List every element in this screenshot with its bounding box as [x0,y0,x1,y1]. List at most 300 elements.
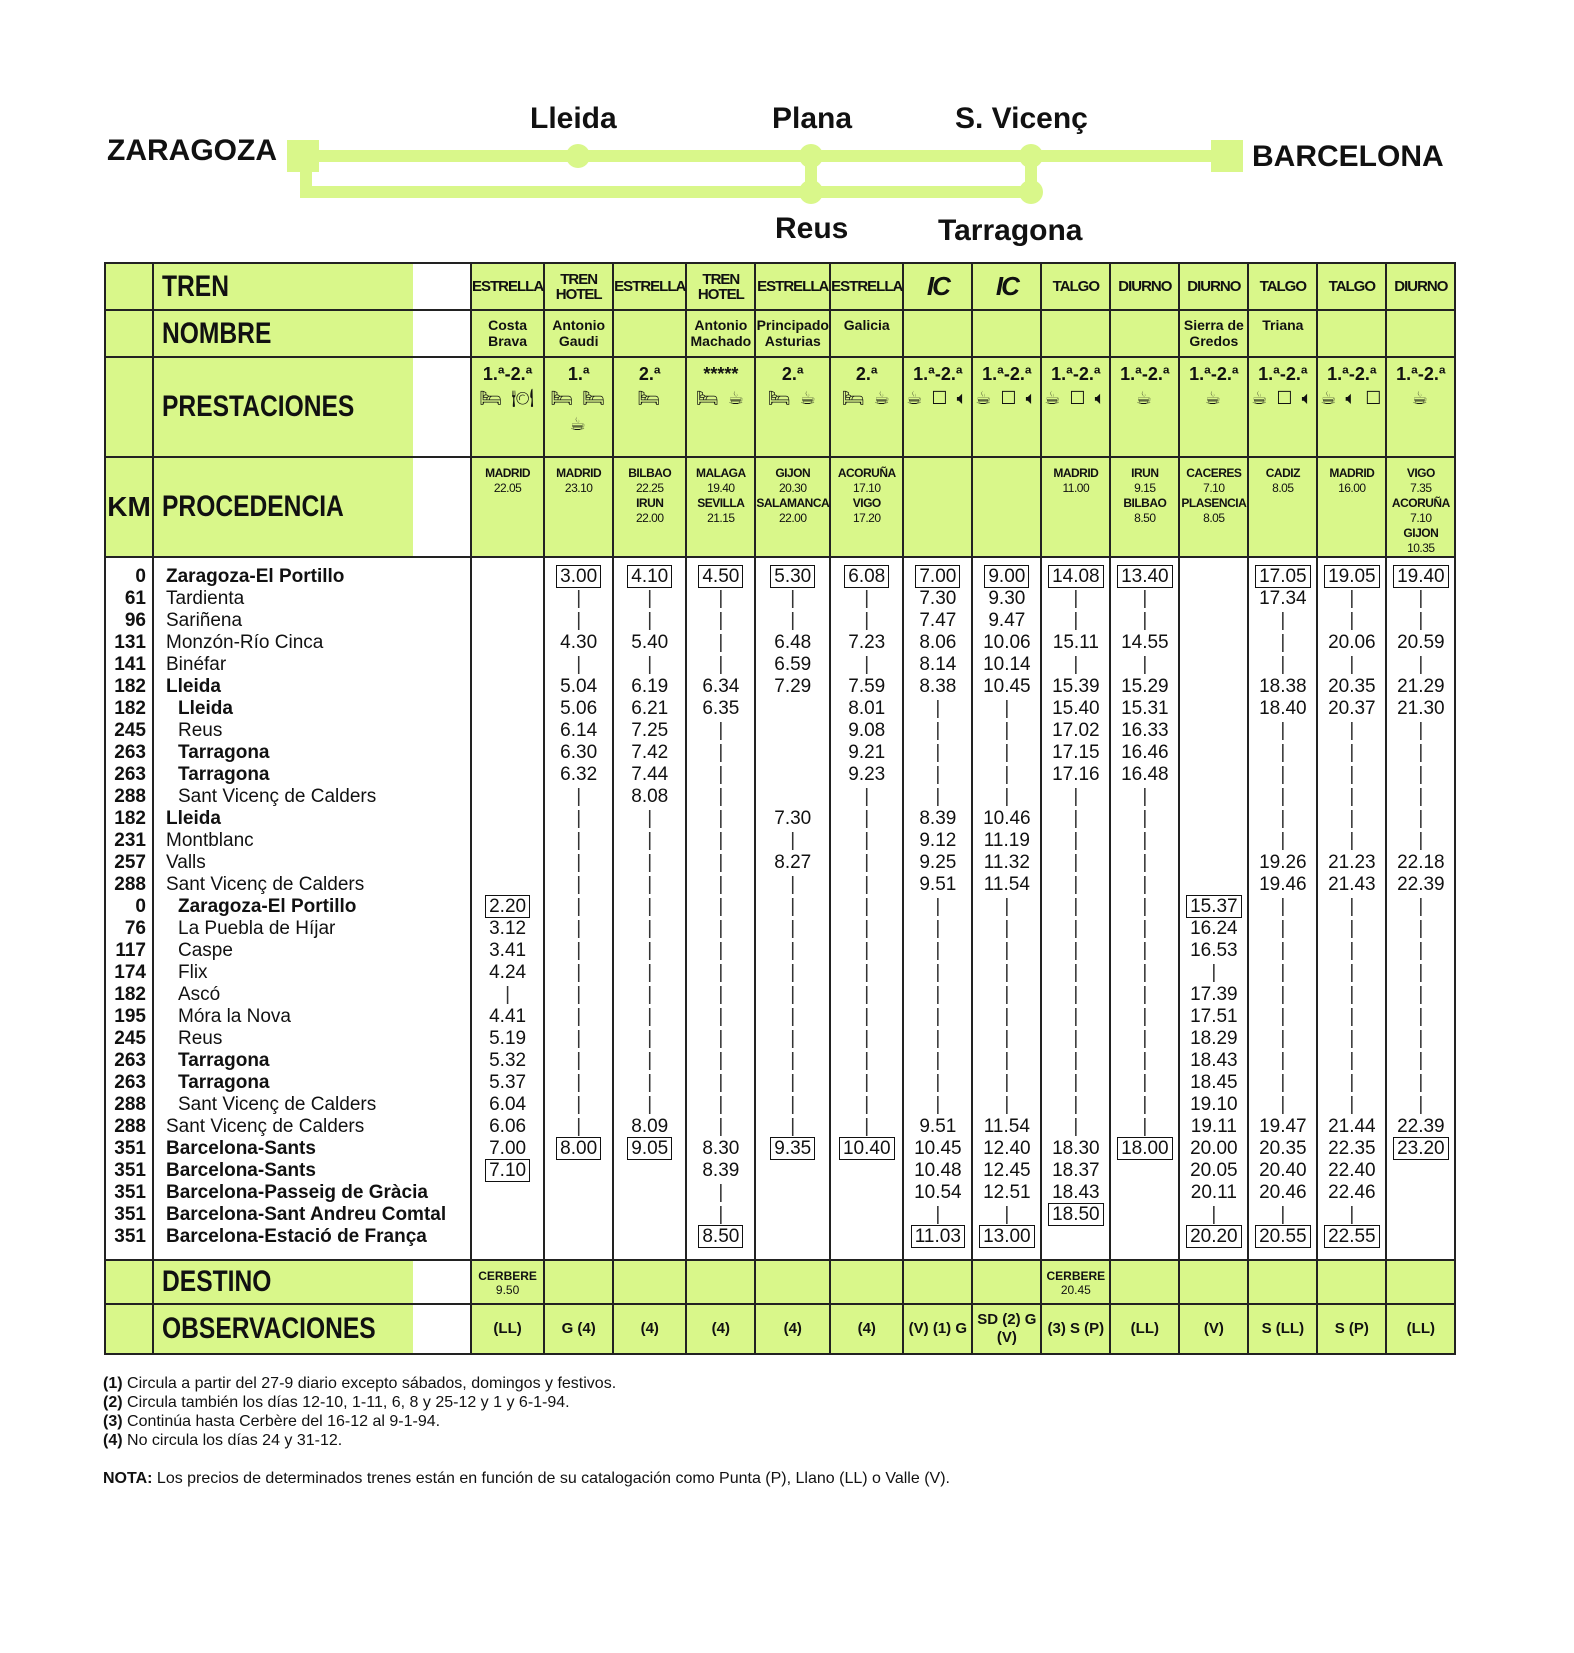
time-cell: | [790,1072,796,1093]
nota-text: Los precios de determinados trenes están en función de su catalogación como Punta (P), Llano (LL) o Valle (V). [152,1470,950,1487]
train-services [1041,357,1110,457]
time-cell: | [1280,1094,1286,1115]
time-cell: | [718,874,724,895]
train-name [972,310,1041,357]
time-cell: | [1004,786,1010,807]
station-name: Sariñena [166,610,243,631]
station-km: 257 [114,852,146,873]
time-cell: | [864,918,870,939]
station-km: 182 [114,984,146,1005]
station-km: 351 [114,1226,146,1247]
time-cell: 20.37 [1328,698,1376,719]
train-destination [613,1260,686,1304]
time-cell: | [647,1094,653,1115]
stop-tarragona: Tarragona [938,214,1083,247]
time-cell [545,1182,612,1204]
time-cell: | [1073,808,1079,829]
time-cell: | [718,610,724,631]
time-cell: 14.08 [1042,566,1109,588]
time-cell: | [1142,1094,1148,1115]
station-name: Barcelona-Sants [166,1138,316,1159]
train-destination [1317,1260,1386,1304]
time-cell [472,1182,543,1204]
time-cell: | [790,1050,796,1071]
time-cell: 16.33 [1121,720,1169,741]
time-cell: 6.08 [831,566,902,588]
time-cell: | [1280,786,1286,807]
station-km: 351 [114,1204,146,1225]
train-observations: (LL) [1110,1304,1179,1354]
route-shape [799,144,823,168]
train-times [830,557,903,1260]
row-nombre [105,310,1455,357]
time-cell: | [1418,962,1424,983]
time-cell: | [647,918,653,939]
service-icons: ☕︎ ☐ 🔈︎ [975,388,1039,408]
train-destination [972,1260,1041,1304]
train-name: Costa Brava [471,310,544,357]
train-type: DIURNO [1386,263,1455,310]
time-cell: | [1280,918,1286,939]
time-cell [1180,852,1247,874]
time-cell [472,786,543,808]
service-icons: 🛏︎ 🛏︎ ☕︎ [550,388,608,434]
time-cell: | [647,896,653,917]
time-cell [472,632,543,654]
time-cell: | [790,874,796,895]
time-cell: | [1349,940,1355,961]
train-origin: MADRID 11.00 [1041,457,1110,557]
time-cell: | [1142,896,1148,917]
time-cell: | [935,1204,941,1225]
time-cell: | [1280,1006,1286,1027]
time-cell: | [935,962,941,983]
train-name [1041,310,1110,357]
time-cell: | [647,984,653,1005]
time-cell: 8.27 [774,852,812,873]
time-cell: 18.40 [1259,698,1307,719]
train-times [1110,557,1179,1260]
time-cell [472,742,543,764]
train-destination [755,1260,830,1304]
row-destino [105,1260,1455,1304]
time-cell [472,852,543,874]
time-cell [756,1204,829,1226]
train-class: ***** [703,364,739,384]
time-cell: | [935,1050,941,1071]
time-cell: | [1004,984,1010,1005]
time-cell: | [1418,940,1424,961]
time-cell: 12.40 [983,1138,1031,1159]
time-cell [614,1226,685,1248]
train-type: TALGO [1248,263,1317,310]
time-cell: 8.01 [848,698,886,719]
time-cell: | [718,786,724,807]
time-cell: | [1418,764,1424,785]
train-times [544,557,613,1260]
train-class: 1.ª-2.ª [1189,364,1239,384]
time-cell [1111,1226,1178,1248]
time-cell: | [1004,1028,1010,1049]
time-cell: 8.50 [687,1226,754,1248]
time-cell: 17.34 [1259,588,1307,609]
time-cell: 6.35 [702,698,740,719]
time-cell: | [790,588,796,609]
time-cell [1180,720,1247,742]
time-cell: 20.35 [1328,676,1376,697]
train-services [755,357,830,457]
train-class: 1.ª-2.ª [1327,364,1377,384]
train-class: 1.ª-2.ª [1258,364,1308,384]
time-cell: | [864,1072,870,1093]
route-shape [799,180,823,204]
time-cell [756,764,829,786]
time-cell: 22.18 [1397,852,1445,873]
km-blank [105,1260,153,1304]
time-cell: | [864,896,870,917]
station-name: Barcelona-Passeig de Gràcia [166,1182,428,1203]
time-cell [831,1182,902,1204]
time-cell: | [935,742,941,763]
train-name [1386,310,1455,357]
train-destination [686,1260,755,1304]
time-cell: | [790,918,796,939]
time-cell: | [790,830,796,851]
time-cell: 10.14 [983,654,1031,675]
time-cell [756,1160,829,1182]
time-cell: 6.06 [489,1116,527,1137]
time-cell: | [935,1006,941,1027]
train-origin: CACERES 7.10 PLASENCIA 8.05 [1179,457,1248,557]
time-cell [472,764,543,786]
train-times [1317,557,1386,1260]
time-cell [1180,830,1247,852]
time-cell: | [1280,632,1286,653]
train-observations: (3) S (P) [1041,1304,1110,1354]
time-cell: 18.38 [1259,676,1307,697]
station-km: 174 [114,962,146,983]
station-km: 263 [114,1072,146,1093]
route-shape [318,150,1213,162]
time-cell: 6.34 [702,676,740,697]
time-cell: | [1280,742,1286,763]
time-cell: | [1349,984,1355,1005]
time-cell: | [1142,918,1148,939]
time-cell: | [1349,1072,1355,1093]
station-name: Lleida [166,808,221,829]
time-cell: | [1142,786,1148,807]
time-cell [472,1226,543,1248]
time-cell: | [576,1050,582,1071]
train-class: 2.ª [855,364,878,384]
train-class: 1.ª-2.ª [1396,364,1446,384]
train-destination [903,1260,972,1304]
time-cell: | [1142,940,1148,961]
station-name: Binéfar [166,654,227,675]
service-icons: 🛏︎ ☕︎ [841,388,892,408]
station-name: Caspe [178,940,233,961]
route-end: BARCELONA [1252,140,1444,173]
time-cell: | [790,940,796,961]
time-cell: 21.30 [1397,698,1445,719]
footnote: (1) Circula a partir del 27-9 diario excepto sábados, domingos y festivos. [103,1375,617,1392]
time-cell: | [1418,786,1424,807]
time-cell: 9.30 [988,588,1026,609]
time-cell: 19.10 [1190,1094,1238,1115]
time-cell [1180,566,1247,588]
station-name: Barcelona-Estació de França [166,1226,427,1247]
train-type: DIURNO [1110,263,1179,310]
station-km: 182 [114,808,146,829]
time-cell: | [718,1094,724,1115]
time-cell [472,830,543,852]
station-name: La Puebla de Híjar [178,918,336,939]
time-cell: | [1418,610,1424,631]
station-km: 245 [114,720,146,741]
service-icons: 🛏︎ [637,388,663,408]
row-prestaciones [105,357,1455,457]
time-cell: | [1280,654,1286,675]
time-cell: | [790,962,796,983]
time-cell: | [1280,1028,1286,1049]
train-type: ESTRELLA [613,263,686,310]
time-cell: | [1418,588,1424,609]
time-cell: | [790,1028,796,1049]
service-icons: ☕︎ 🔈︎ ☐ [1320,388,1384,408]
station-name: Barcelona-Sants [166,1160,316,1181]
label-procedencia: PROCEDENCIA [153,457,414,557]
station-name: Reus [178,720,223,741]
time-cell: 19.40 [1387,566,1454,588]
footnote: (3) Continúa hasta Cerbère del 16-12 al 9-1-94. [103,1413,441,1430]
time-cell: 20.05 [1190,1160,1238,1181]
time-cell: | [864,786,870,807]
time-cell: 2.20 [472,896,543,918]
time-cell: | [718,1028,724,1049]
station-name: Sant Vicenç de Calders [178,786,377,807]
time-cell: | [790,896,796,917]
time-cell: | [1280,940,1286,961]
time-cell: | [935,764,941,785]
time-cell: | [718,1050,724,1071]
km-blank [105,357,153,457]
time-cell: | [576,1094,582,1115]
time-cell: 16.24 [1190,918,1238,939]
time-cell: 8.08 [631,786,669,807]
time-cell: 4.41 [489,1006,527,1027]
time-cell: | [1073,940,1079,961]
time-cell: | [1004,720,1010,741]
time-cell: 7.30 [919,588,957,609]
time-cell: | [1349,588,1355,609]
time-cell [1180,676,1247,698]
time-cell: | [576,874,582,895]
time-cell [614,1182,685,1204]
station-name: Lleida [166,676,221,697]
service-icons: ☕︎ [1204,388,1223,408]
time-cell: | [864,852,870,873]
service-icons: ☕︎ ☐ 🔈︎ [1251,388,1315,408]
time-cell: 8.39 [702,1160,740,1181]
time-cell: 18.00 [1111,1138,1178,1160]
km-blank [105,310,153,357]
time-cell: | [718,1116,724,1137]
time-cell: | [1073,654,1079,675]
time-cell: | [935,940,941,961]
time-cell: 6.21 [631,698,669,719]
time-cell: | [1418,742,1424,763]
station-column [153,557,471,1260]
train-class: 1.ª-2.ª [982,364,1032,384]
time-cell: | [935,918,941,939]
time-cell: | [718,1072,724,1093]
train-observations: S (P) [1317,1304,1386,1354]
station-km: 263 [114,742,146,763]
train-name: Triana [1248,310,1317,357]
row-observaciones [105,1304,1455,1354]
time-cell: | [576,984,582,1005]
time-cell: | [864,940,870,961]
train-services [1248,357,1317,457]
time-cell: 19.05 [1318,566,1385,588]
time-cell: | [576,918,582,939]
time-cell: | [790,1006,796,1027]
station-km: 182 [114,698,146,719]
time-cell: 18.30 [1052,1138,1100,1159]
station-name: Barcelona-Sant Andreu Comtal [166,1204,447,1225]
station-km: 263 [114,1050,146,1071]
station-km: 141 [114,654,146,675]
time-cell [545,1226,612,1248]
time-cell: | [647,940,653,961]
route-shape [300,186,1035,198]
time-cell [1180,764,1247,786]
time-cell: | [1142,1028,1148,1049]
time-cell: 22.39 [1397,874,1445,895]
time-cell: | [864,1006,870,1027]
time-cell: | [935,896,941,917]
time-cell: 21.29 [1397,676,1445,697]
time-cell: | [1418,984,1424,1005]
time-cell: 18.50 [1042,1204,1109,1226]
label-tren: TREN [153,263,414,310]
train-times [686,557,755,1260]
time-cell [756,1182,829,1204]
time-cell [1180,698,1247,720]
time-cell: | [1280,720,1286,741]
time-cell: | [1073,1116,1079,1137]
train-name [903,310,972,357]
time-cell: | [718,852,724,873]
time-cell [1180,742,1247,764]
time-cell [1180,808,1247,830]
train-services [830,357,903,457]
time-cell: | [1211,962,1217,983]
route-shape [1211,140,1243,172]
time-cell: | [1142,1116,1148,1137]
time-cell: | [1004,1072,1010,1093]
time-cell: 17.05 [1249,566,1316,588]
time-cell: | [647,1050,653,1071]
time-cell [756,786,829,808]
time-cell: | [718,1006,724,1027]
time-cell [472,720,543,742]
route-shape [566,144,590,168]
train-destination: CERBERE 9.50 [471,1260,544,1304]
time-cell: 6.19 [631,676,669,697]
label-prestaciones: PRESTACIONES [153,357,414,457]
time-cell [756,720,829,742]
time-cell [1387,1182,1454,1204]
time-cell: 6.14 [560,720,598,741]
time-cell: 4.10 [614,566,685,588]
station-km: 351 [114,1138,146,1159]
station-km: 288 [114,1094,146,1115]
time-cell: | [718,1182,724,1203]
train-services [1179,357,1248,457]
time-cell: | [1349,764,1355,785]
time-cell: | [1073,786,1079,807]
station-km: 117 [115,940,146,961]
time-cell: 22.39 [1397,1116,1445,1137]
train-name [613,310,686,357]
train-observations: (4) [686,1304,755,1354]
time-cell: 5.06 [560,698,598,719]
time-cell [1180,632,1247,654]
time-cell [1387,1226,1454,1248]
timetable [104,262,1456,1355]
time-cell: 7.10 [472,1160,543,1182]
train-type: DIURNO [1179,263,1248,310]
time-cell: 19.46 [1259,874,1307,895]
time-cell: 15.29 [1121,676,1169,697]
time-cell: 8.09 [631,1116,669,1137]
label-nombre: NOMBRE [153,310,414,357]
train-class: 2.ª [638,364,661,384]
train-times [903,557,972,1260]
time-cell: 17.16 [1052,764,1100,785]
time-cell [472,566,543,588]
time-cell [756,698,829,720]
time-cell [1180,786,1247,808]
time-cell: 16.53 [1190,940,1238,961]
time-cell: 9.12 [919,830,957,851]
time-cell: | [1349,918,1355,939]
time-cell: 18.43 [1052,1182,1100,1203]
time-cell: | [718,918,724,939]
time-cell: | [1349,830,1355,851]
train-name: Galicia [830,310,903,357]
time-cell: 21.43 [1328,874,1376,895]
time-cell: | [1004,1006,1010,1027]
train-type: ESTRELLA [471,263,544,310]
footnote: (4) No circula los días 24 y 31-12. [103,1432,343,1449]
station-name: Tarragona [178,764,270,785]
train-services [613,357,686,457]
time-cell: | [647,808,653,829]
time-cell: | [576,962,582,983]
train-name: Antonio Machado [686,310,755,357]
train-times [1041,557,1110,1260]
station-name: Lleida [178,698,233,719]
time-cell: | [1418,1028,1424,1049]
time-cell: 5.32 [489,1050,527,1071]
time-cell: 7.00 [489,1138,527,1159]
time-cell: 8.30 [702,1138,740,1159]
time-cell: | [1004,1204,1010,1225]
time-cell: | [576,1006,582,1027]
time-cell [472,808,543,830]
